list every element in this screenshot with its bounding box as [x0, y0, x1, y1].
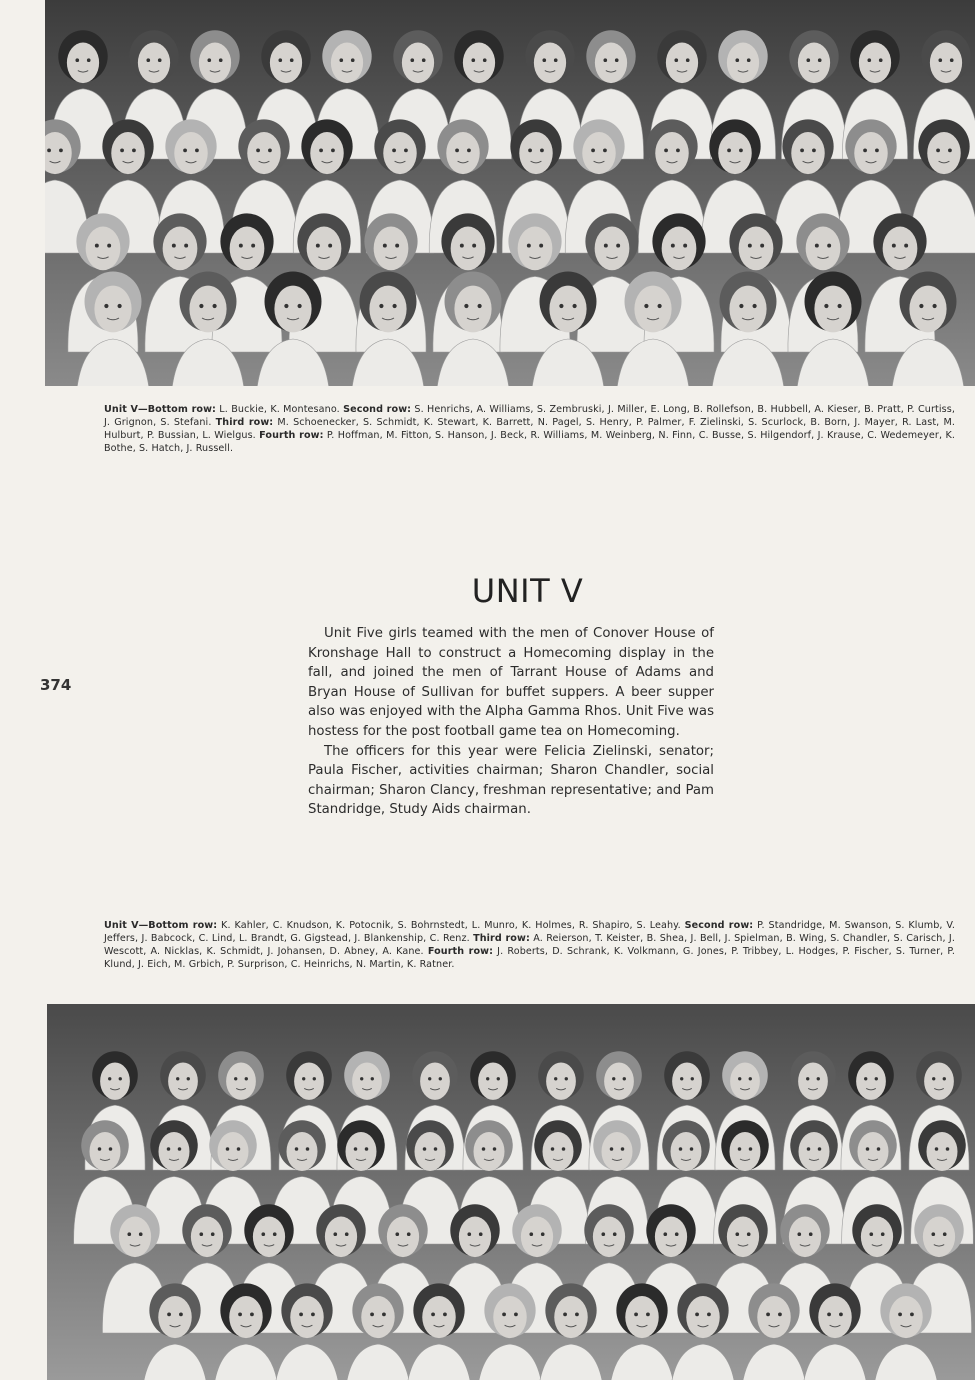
- article-body: [308, 624, 714, 820]
- caption-bottom-names-0: K. Kahler, C. Knudson, K. Potocnik, S. Bohrnstedt, L. Munro, K. Holmes, R. Shapiro, S. Leahy.: [217, 920, 685, 931]
- caption-bottom-label-1: Second row:: [684, 920, 754, 931]
- caption-bottom: [104, 919, 955, 971]
- caption-top-label-1: Second row:: [343, 404, 412, 415]
- body-paragraph-2: The officers for this year were Felicia Zielinski, senator; Paula Fischer, activities chairman; Sharon Chandler, social chairman; Sharon Clancy, freshman representative; and Pam Standridge, Study Aids chairman.: [308, 743, 714, 818]
- group-photo-bottom-figures: [47, 1004, 975, 1380]
- caption-bottom-names-1: P. Standridge, M. Swanson, S. Klumb, V. Jeffers, J. Babcock, C. Lind, L. Brandt, G. Gigstead, J. Blankenship, C. Renz.: [104, 920, 956, 944]
- caption-top-names-3: P. Hoffman, M. Fitton, S. Hanson, J. Beck, R. Williams, M. Weinberg, N. Finn, C. Busse, S. Hilgendorf, J. Krause, C. Wedemeyer, K. Bothe, S. Hatch, J. Russell.: [104, 430, 955, 454]
- caption-bottom-names-2: A. Reierson, T. Keister, B. Shea, J. Bell, J. Spielman, B. Wing, S. Chandler, S. Carisch, J. Wescott, A. Nicklas, K. Schmidt, J. Johansen, D. Abney, A. Kane.: [104, 933, 956, 957]
- caption-bottom-label-0: Unit V—Bottom row:: [104, 920, 218, 931]
- group-photo-top: [45, 0, 975, 386]
- caption-top-names-0: L. Buckie, K. Montesano.: [216, 404, 344, 415]
- caption-bottom-label-3: Fourth row:: [427, 946, 494, 957]
- caption-top-names-2: M. Schoenecker, S. Schmidt, K. Stewart, K. Barrett, N. Pagel, S. Henry, P. Palmer, F. Zielinski, S. Scurlock, B. Born, J. Mayer, R. Last, M. Hulburt, P. Bussian, L. Wielgus.: [104, 417, 956, 441]
- caption-top: [104, 403, 955, 455]
- page-title: UNIT V: [471, 572, 584, 610]
- body-paragraph-1: Unit Five girls teamed with the men of Conover House of Kronshage Hall to construct a Homecoming display in the fall, and joined the men of Tarrant House of Adams and Bryan House of Sullivan for buffet suppers. A beer supper also was enjoyed with the Alpha Gamma Rhos. Unit Five was hostess for the post football game tea on Homecoming.: [308, 626, 714, 739]
- group-photo-top-figures: [45, 0, 975, 386]
- caption-top-label-2: Third row:: [215, 417, 274, 428]
- caption-top-label-0: Unit V—Bottom row:: [104, 404, 216, 415]
- caption-top-names-1: S. Henrichs, A. Williams, S. Zembruski, J. Miller, E. Long, B. Rollefson, B. Hubbell, A. Kieser, B. Pratt, P. Curtiss, J. Grignon, S. Stefani.: [104, 404, 955, 428]
- caption-top-label-3: Fourth row:: [259, 430, 324, 441]
- caption-bottom-label-2: Third row:: [473, 933, 530, 944]
- caption-bottom-names-3: J. Roberts, D. Schrank, K. Volkmann, G. Jones, P. Tribbey, L. Hodges, P. Fischer, S. Turner, P. Klund, J. Eich, M. Grbich, P. Surprison, C. Heinrichs, N. Martin, K. Ratner.: [104, 946, 955, 970]
- page-number: 374: [40, 676, 72, 694]
- group-photo-bottom: [47, 1004, 975, 1380]
